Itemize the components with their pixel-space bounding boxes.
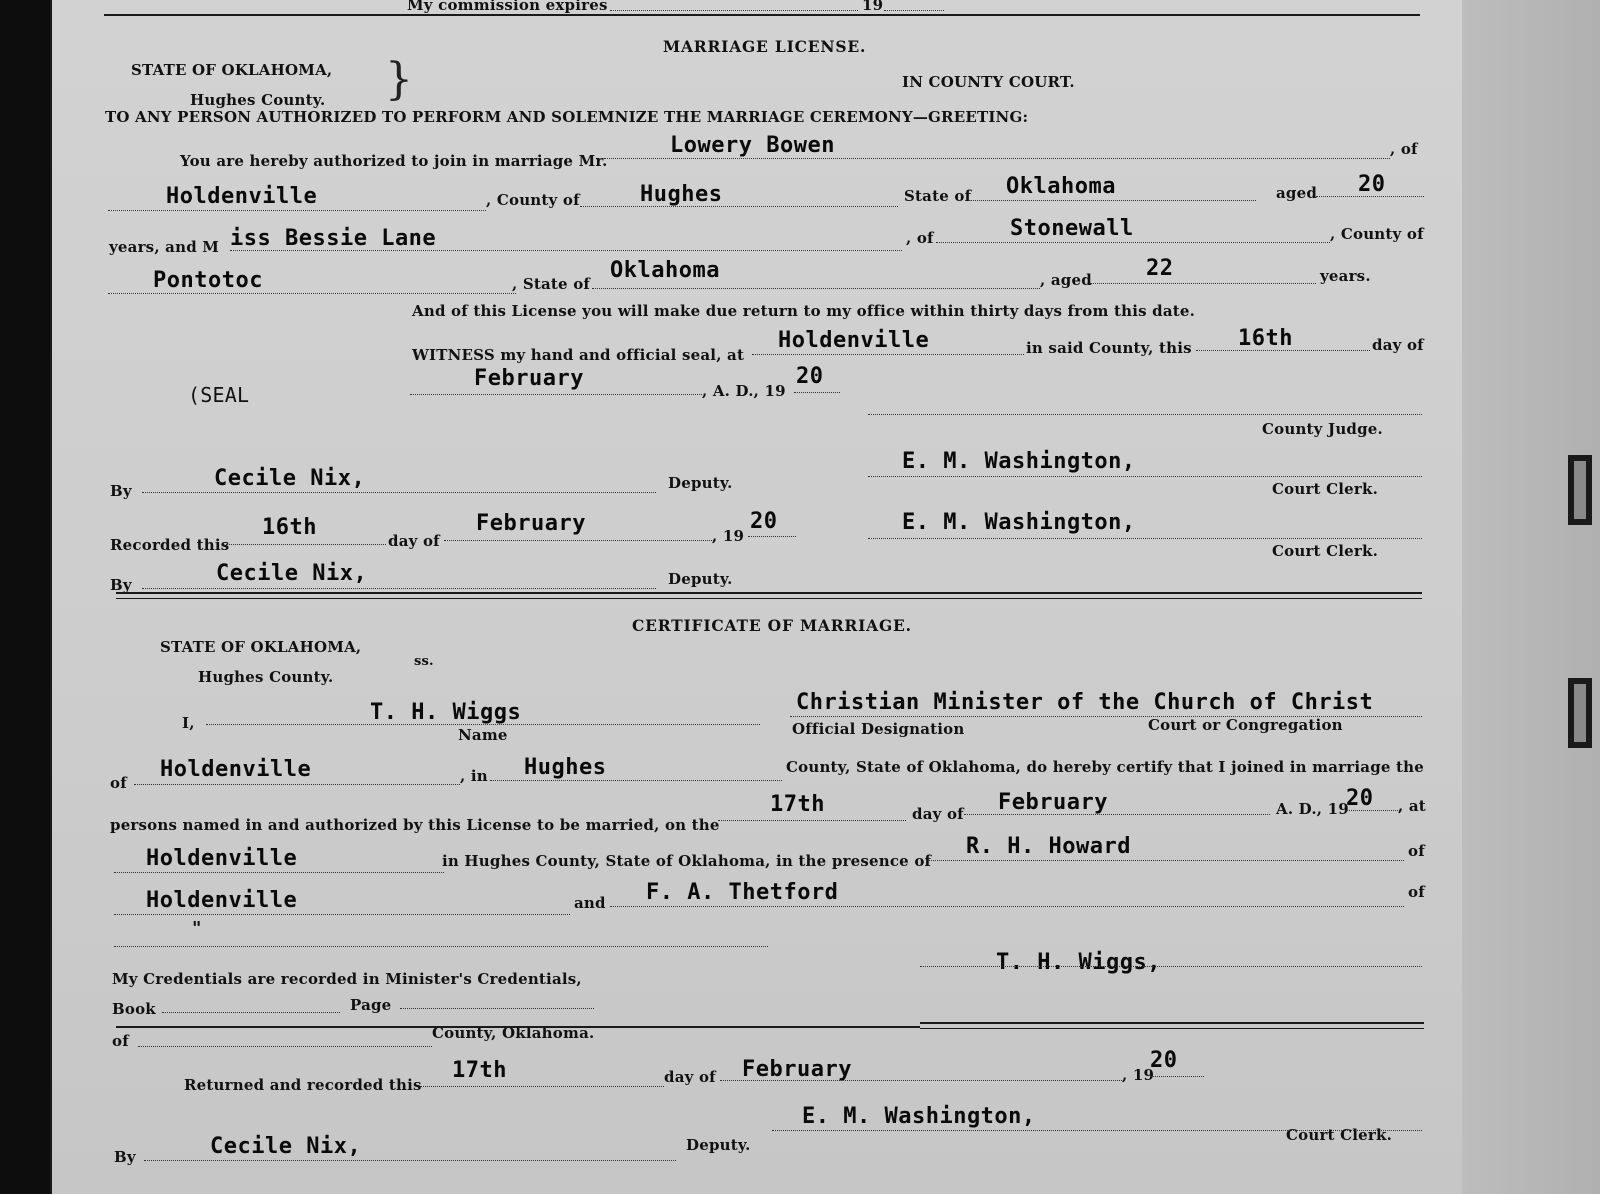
groom-age: 20 [1358,172,1386,197]
dotted-line [142,492,656,493]
license-court: IN COUNTY COURT. [902,73,1075,91]
dotted-line [410,394,702,395]
married-day: 17th [770,792,825,817]
certificate-heading: CERTIFICATE OF MARRIAGE. [632,616,912,635]
by-label-2: By [110,576,132,594]
judge-signature-line [868,414,1422,415]
returned-deputy-name: Cecile Nix, [210,1134,362,1159]
ditto-mark: " [192,918,202,939]
court-clerk-label-2: Court Clerk. [1272,542,1379,560]
recorded-month: February [476,511,586,536]
dotted-line [868,476,1422,477]
returned-dayof-label: day of [664,1068,716,1086]
dotted-line [108,210,486,211]
dotted-line [718,820,906,821]
dotted-line [752,354,1024,355]
at-label: , at [1398,797,1426,815]
dotted-line [400,1008,594,1009]
official-designation: Christian Minister of the Church of Christ [796,690,1374,715]
dotted-line [928,860,1404,861]
deputy-name-2: Cecile Nix, [216,561,368,586]
commission-label: My commission expires [407,0,608,14]
of-label: , of [1390,140,1418,158]
of-label-2: of [1408,842,1425,860]
dotted-line [968,200,1256,201]
returned-clerk: E. M. Washington, [802,1104,1036,1129]
dotted-line [420,1086,664,1087]
deputy-name: Cecile Nix, [214,466,366,491]
signature-line [920,966,1422,967]
dotted-line [936,242,1330,243]
bride-city: Stonewall [1010,216,1134,241]
dotted-line [230,250,902,251]
minister-signature: T. H. Wiggs, [996,950,1161,975]
returned-month: February [742,1057,852,1082]
years-label: years. [1320,267,1371,285]
returned-year: 20 [1150,1048,1178,1073]
i-label: I, [182,714,195,732]
returned-by-label: By [114,1148,136,1166]
dotted-line [794,392,840,393]
aged-label: aged [1276,184,1318,202]
recorded-clerk: E. M. Washington, [902,510,1136,535]
recorded-dayof-label: day of [388,532,440,550]
in-label: , in [460,767,488,785]
married-year: 20 [1346,786,1374,811]
brace: } [385,54,413,105]
recorded-day: 16th [262,515,317,540]
dotted-line [162,1012,340,1013]
dotted-line [114,914,570,915]
dotted-line [604,158,1390,159]
certificate-county: Hughes County. [198,668,334,686]
dotted-line [108,293,516,294]
authorized-text: You are hereby authorized to join in marriage Mr. [180,152,608,170]
section-rule [920,1022,1424,1029]
dotted-line [1090,283,1316,284]
witness-text: WITNESS my hand and official seal, at [412,346,745,364]
dotted-line [748,536,796,537]
seal-label: (SEAL [188,383,250,407]
clerk-name: E. M. Washington, [902,449,1136,474]
county-of-label-2: , County of [1330,225,1424,243]
said-county-text: in said County, this [1026,339,1192,357]
deputy-label: Deputy. [668,474,733,492]
dotted-line [114,946,768,947]
of-county-label: of [112,1032,129,1050]
bride-aged-label: , aged [1040,271,1092,289]
married-place: Holdenville [146,846,298,871]
dotted-line [144,1160,676,1161]
dotted-line [134,784,460,785]
returned-deputy-label: Deputy. [686,1136,751,1154]
presence-text: in Hughes County, State of Oklahoma, in the presence of [442,852,932,870]
binder-tab [1568,455,1592,525]
dotted-line [1346,810,1400,811]
certify-text: County, State of Oklahoma, do hereby certify that I joined in marriage the [786,758,1425,776]
state-of-label: State of [904,187,972,205]
witness-two: F. A. Thetford [646,880,839,905]
license-county: Hughes County. [190,91,326,109]
witness-year: 20 [796,364,824,389]
certificate-state: STATE OF OKLAHOMA, [160,638,362,656]
county-judge-label: County Judge. [1262,420,1383,438]
by-label: By [110,482,132,500]
groom-name: Lowery Bowen [670,133,835,158]
of-label-3: of [1408,883,1425,901]
license-state: STATE OF OKLAHOMA, [131,61,333,79]
cert-city: Holdenville [160,757,312,782]
returned-day: 17th [452,1058,507,1083]
recorded-year: 20 [750,509,778,534]
married-month: February [998,790,1108,815]
dayof-label-cert: day of [912,805,964,823]
bride-of-label: , of [906,229,934,247]
ad-label-cert: A. D., 19 [1276,800,1349,818]
dotted-line [1316,196,1424,197]
commission-year: 19 [862,0,884,14]
returned-year-prefix: , 19 [1122,1066,1155,1084]
section-rule [116,592,1422,599]
dotted-line [490,780,782,781]
dotted-line [138,1046,432,1047]
dotted-line [964,814,1270,815]
and-label: and [574,894,606,912]
persons-text: persons named in and authorized by this License to be married, on the [110,816,720,834]
bride-state-label: , State of [512,275,591,293]
witness-one-city: Holdenville [146,888,298,913]
license-heading: MARRIAGE LICENSE. [663,37,867,56]
groom-state: Oklahoma [1006,174,1116,199]
dotted-line [610,906,1404,907]
minister-name: T. H. Wiggs [370,700,522,725]
dotted-line [1196,350,1370,351]
dotted-line [884,10,944,11]
deputy-label-2: Deputy. [668,570,733,588]
dotted-line [142,588,656,589]
book-label: Book [112,1000,156,1018]
dotted-line [868,538,1422,539]
dotted-line [226,544,386,545]
license-greeting: TO ANY PERSON AUTHORIZED TO PERFORM AND SOLEMNIZE THE MARRIAGE CEREMONY—GREETING: [105,108,1029,126]
bride-state: Oklahoma [610,258,720,283]
witness-month: February [474,366,584,391]
dotted-line [720,1080,1124,1081]
recorded-label: Recorded this [110,536,230,554]
dotted-line [206,724,760,725]
groom-city: Holdenville [166,184,318,209]
years-and-label: years, and M [109,238,220,256]
section-rule [104,14,1420,16]
credentials-text: My Credentials are recorded in Minister's Credentials, [112,970,582,988]
dotted-line [114,872,444,873]
groom-county: Hughes [640,182,723,207]
witness-day: 16th [1238,326,1293,351]
adjacent-page-margin [1462,0,1600,1194]
return-text: And of this License you will make due return to my office within thirty days from this date. [412,302,1196,320]
dotted-line [580,206,898,207]
name-caption: Name [458,726,508,744]
of-label-cert: of [110,774,127,792]
ss-label: ss. [414,654,434,669]
dotted-line [1150,1076,1204,1077]
county-ok-label: County, Oklahoma. [432,1024,595,1042]
page-label: Page [350,996,392,1014]
bride-name: iss Bessie Lane [230,226,437,251]
bride-age: 22 [1146,256,1174,281]
bride-county: Pontotoc [153,268,263,293]
official-caption: Official Designation [792,720,965,738]
returned-label: Returned and recorded this [184,1076,422,1094]
binder-tab [1568,678,1592,748]
witness-place: Holdenville [778,328,930,353]
recorded-year-prefix: , 19 [712,527,745,545]
dotted-line [610,10,858,11]
witness-one: R. H. Howard [966,834,1131,859]
dotted-line [592,288,1040,289]
congregation-caption: Court or Congregation [1148,716,1343,734]
section-rule [116,1026,920,1028]
ad-label: , A. D., 19 [702,382,786,400]
cert-county: Hughes [524,755,607,780]
returned-court-clerk-label: Court Clerk. [1286,1126,1393,1144]
day-of-label: day of [1372,336,1424,354]
dotted-line [444,540,714,541]
county-of-label: , County of [486,191,580,209]
court-clerk-label: Court Clerk. [1272,480,1379,498]
